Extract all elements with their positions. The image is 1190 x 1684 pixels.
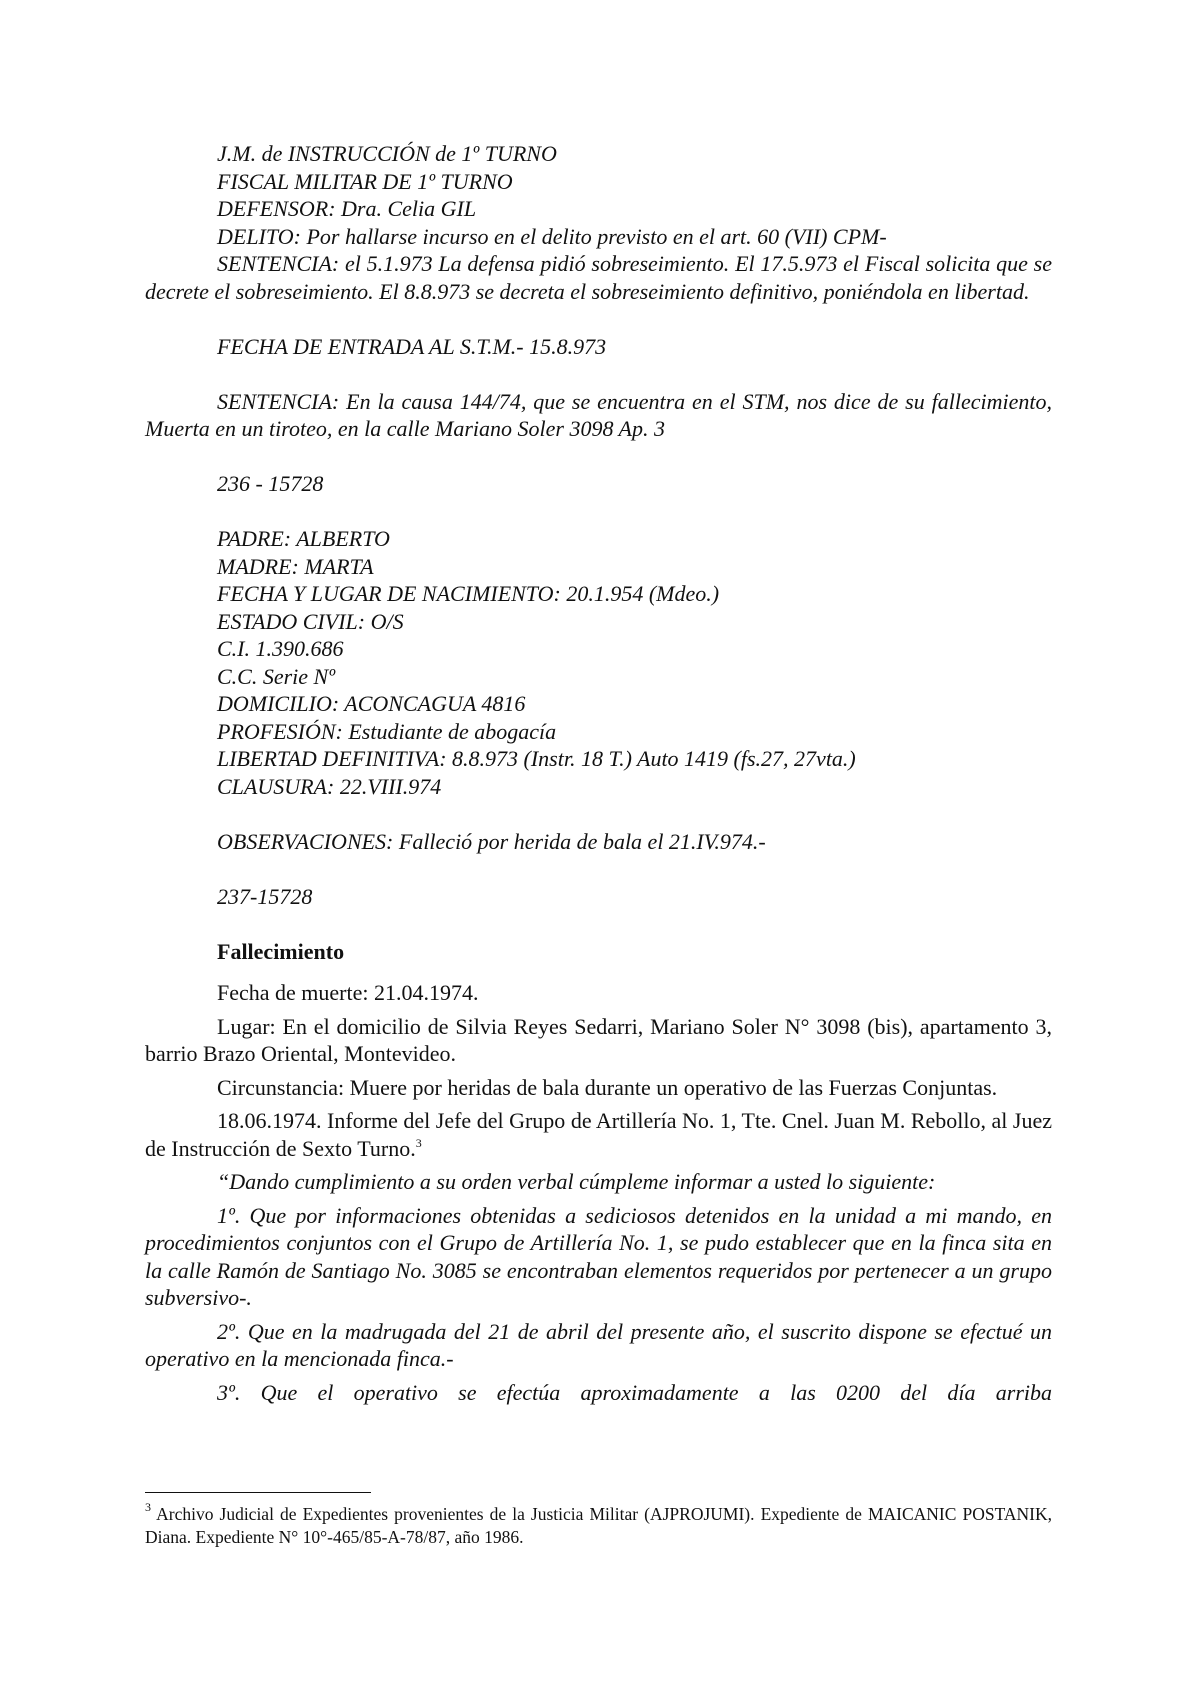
- circunstancia-paragraph: Circunstancia: Muere por heridas de bala durante un operativo de las Fuerzas Conjuntas.: [217, 1074, 998, 1100]
- estado-civil-line: ESTADO CIVIL: O/S: [217, 608, 404, 634]
- quote-paragraph-2: 2º. Que en la madrugada del 21 de abril del presente año, el suscrito dispone se efectué un operativo en la mencionada finca.-: [145, 1318, 1052, 1371]
- quote-paragraph-3: 3º. Que el operativo se efectúa aproximadamente a las 0200 del día arriba: [217, 1379, 1052, 1405]
- clausura-line: CLAUSURA: 22.VIII.974: [217, 773, 442, 799]
- footnote-reference[interactable]: 3: [415, 1135, 422, 1150]
- fecha-muerte-line: Fecha de muerte: 21.04.1974.: [217, 980, 479, 1005]
- observaciones-line: OBSERVACIONES: Falleció por herida de bala el 21.IV.974.-: [217, 828, 766, 854]
- fiscal-line: FISCAL MILITAR DE 1º TURNO: [217, 168, 513, 194]
- footnote-separator: [145, 1492, 371, 1493]
- padre-line: PADRE: ALBERTO: [217, 526, 390, 551]
- reference-number-2: 237-15728: [217, 883, 313, 909]
- document-body: [145, 140, 1052, 1406]
- section-heading: Fallecimiento: [217, 938, 345, 964]
- reference-number-1: 236 - 15728: [217, 471, 324, 496]
- delito-line: DELITO: Por hallarse incurso en el delito previsto en el art. 60 (VII) CPM-: [217, 223, 887, 249]
- defensor-line: DEFENSOR: Dra. Celia GIL: [217, 196, 477, 221]
- nacimiento-line: FECHA Y LUGAR DE NACIMIENTO: 20.1.954 (Mdeo.): [217, 581, 720, 606]
- informe-text: 18.06.1974. Informe del Jefe del Grupo de Artillería No. 1, Tte. Cnel. Juan M. Rebollo, al Juez de Instrucción de Sexto Turno.: [145, 1108, 1052, 1161]
- domicilio-line: DOMICILIO: ACONCAGUA 4816: [217, 691, 526, 716]
- libertad-line: LIBERTAD DEFINITIVA: 8.8.973 (Instr. 18 T.) Auto 1419 (fs.27, 27vta.): [217, 746, 856, 771]
- ci-line: C.I. 1.390.686: [217, 636, 344, 661]
- sentencia-paragraph-1: SENTENCIA: el 5.1.973 La defensa pidió sobreseimiento. El 17.5.973 el Fiscal solicita que se decrete el sobreseimiento. El 8.8.973 se decreta el sobreseimiento definitivo, poniéndola en libertad.: [145, 251, 1052, 304]
- madre-line: MADRE: MARTA: [217, 553, 374, 579]
- footnote: [145, 1500, 1052, 1549]
- court-line: J.M. de INSTRUCCIÓN de 1º TURNO: [217, 141, 557, 166]
- quote-paragraph-1: 1º. Que por informaciones obtenidas a sediciosos detenidos en la unidad a mi mando, en procedimientos conjuntos con el Grupo de Artillería No. 1, se pudo establecer que en la finca sita en la calle Ramón de Santiago No. 3085 se encontraban elementos requeridos por pertenecer a un grupo subversivo-.: [145, 1202, 1052, 1310]
- sentencia-paragraph-2: SENTENCIA: En la causa 144/74, que se encuentra en el STM, nos dice de su fallecimiento, Muerta en un tiroteo, en la calle Mariano Soler 3098 Ap. 3: [145, 388, 1052, 441]
- fecha-entrada-line: FECHA DE ENTRADA AL S.T.M.- 15.8.973: [217, 333, 607, 359]
- quote-paragraph-intro: “Dando cumplimiento a su orden verbal cúmpleme informar a usted lo siguiente:: [217, 1169, 936, 1194]
- footnote-text: Archivo Judicial de Expedientes provenientes de la Justicia Militar (AJPROJUMI). Expediente de MAICANIC POSTANIK, Diana. Expediente N° 10°-465/85-A-78/87, año 1986.: [145, 1504, 1052, 1547]
- informe-paragraph: [145, 1107, 1052, 1162]
- lugar-paragraph: Lugar: En el domicilio de Silvia Reyes Sedarri, Mariano Soler N° 3098 (bis), apartamento 3, barrio Brazo Oriental, Montevideo.: [145, 1013, 1052, 1066]
- cc-line: C.C. Serie Nº: [217, 663, 336, 689]
- footnote-number: 3: [145, 1500, 151, 1514]
- profesion-line: PROFESIÓN: Estudiante de abogacía: [217, 718, 557, 744]
